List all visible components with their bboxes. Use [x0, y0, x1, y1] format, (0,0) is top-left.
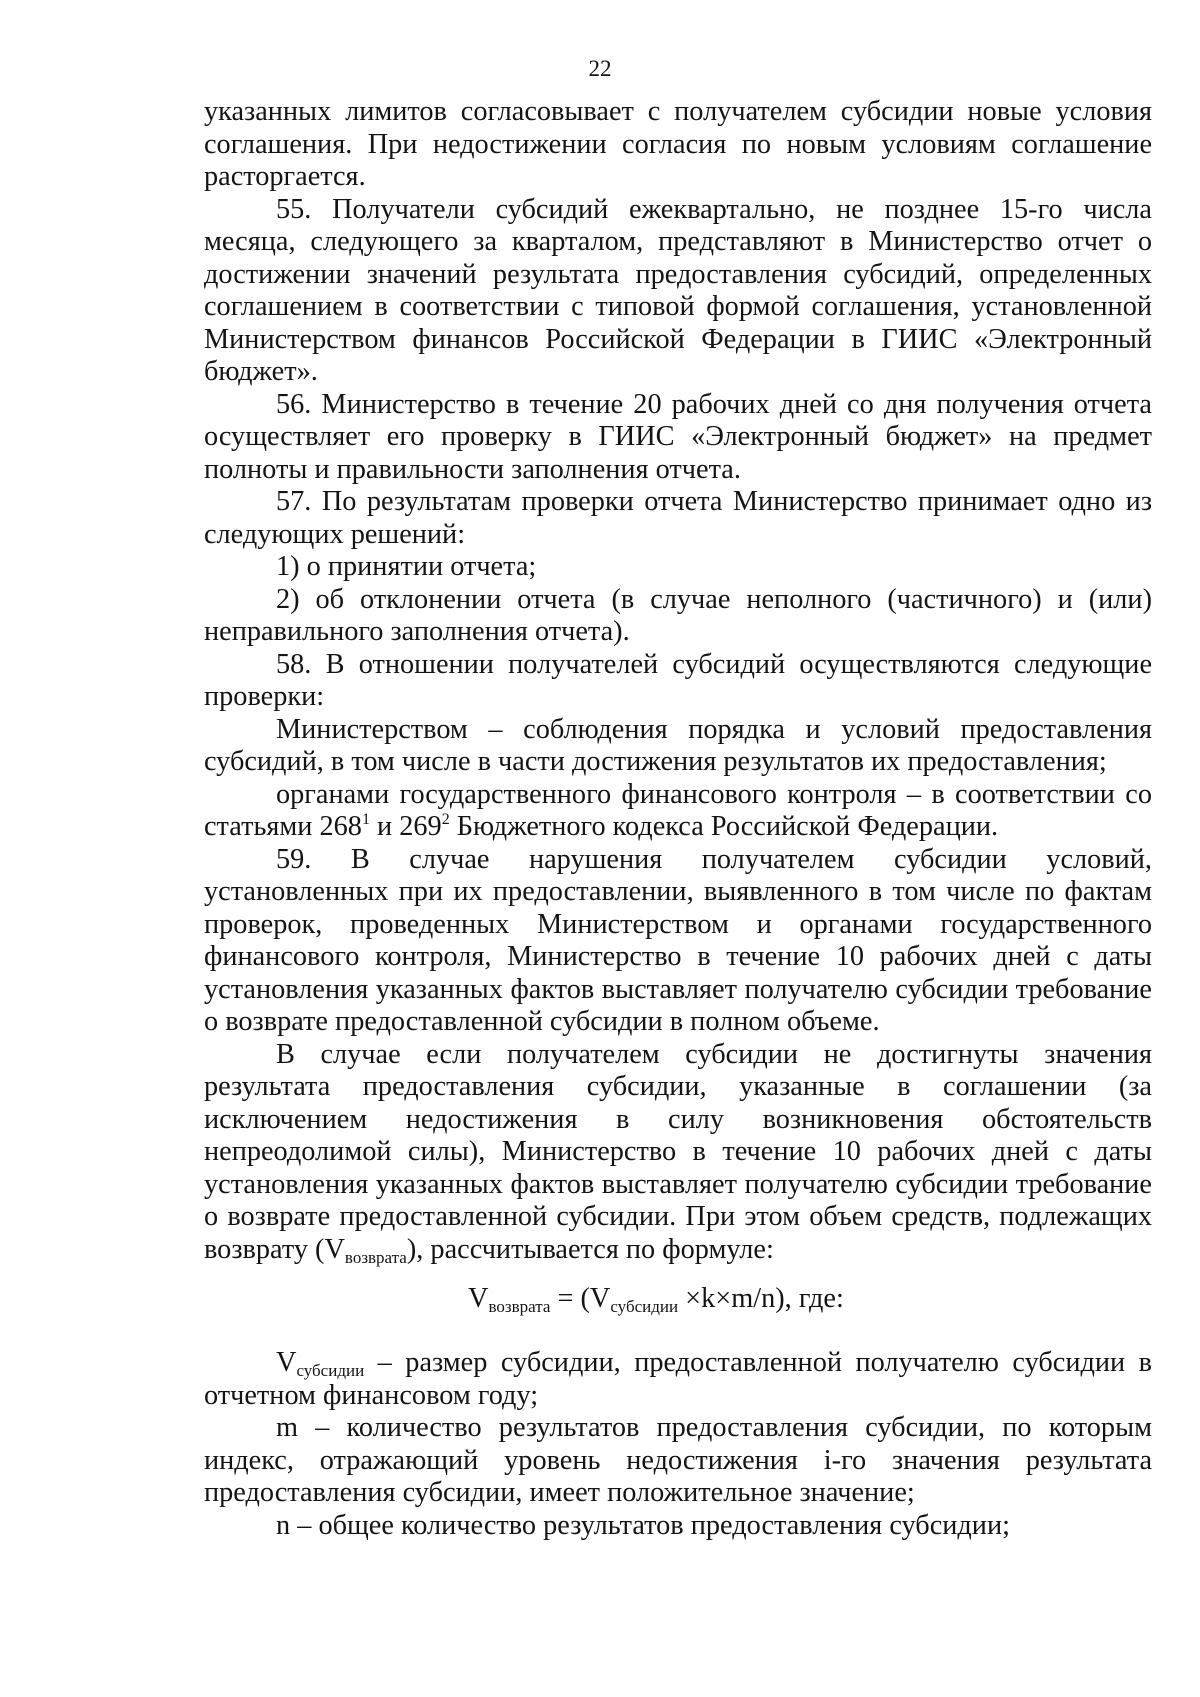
formula-symbol: = (V	[550, 1283, 611, 1314]
return-formula	[276, 1266, 844, 1331]
paragraph-59: установленных при их предоставлении, выявленного в том числе по фактам проверок, проведенных Министерством и органами государственного финансового контроля, Министерство в течение 10 рабочих дней с даты установления указанных фактов выставляет получателю субсидии требование о возврате предоставленной субсидии в полном объеме.	[204, 876, 1152, 1037]
subscript: возврата	[488, 1297, 551, 1316]
paragraph-57-item-1: 1) о принятии отчета;	[276, 551, 537, 582]
subscript: субсидии	[610, 1297, 679, 1316]
text-fragment: ), рассчитывается по формуле:	[406, 1233, 774, 1265]
definition-v-subsidy	[204, 1347, 1152, 1412]
formula-symbol: V	[468, 1283, 489, 1314]
paragraph-continuation: указанных лимитов согласовывает с получателем субсидии новые условия соглашения. При недостижении согласия по новым условиям соглашение расторгается.	[204, 96, 1152, 192]
paragraph-59-first-line: 59. В случае нарушения получателем субсидии условий,	[276, 843, 1152, 875]
text-fragment: Бюджетного кодекса Российской Федерации.	[449, 811, 999, 842]
definition-m: m – количество результатов предоставления субсидии, по которым индекс, отражающий уровень недостижения i-го значения результата предоставления субсидии, имеет положительное значение;	[204, 1412, 1152, 1508]
formula-symbol: V	[276, 1347, 297, 1378]
paragraph-58-control-bodies	[204, 779, 1152, 844]
paragraph-57: 57. По результатам проверки отчета Министерство принимает одно из следующих решений:	[204, 486, 1152, 550]
paragraph-58: 58. В отношении получателей субсидий осуществляются следующие проверки:	[204, 648, 1152, 712]
formula-symbol: ×k×m/n), где:	[678, 1283, 844, 1314]
paragraph-58-ministry: Министерством – соблюдения порядка и условий предоставления субсидий, в том числе в части достижения результатов их предоставления;	[204, 713, 1152, 777]
paragraph-57-item-2: 2) об отклонении отчета (в случае неполного (частичного) и (или) неправильного заполнения отчета).	[204, 583, 1152, 647]
paragraph-55: 55. Получатели субсидий ежеквартально, не позднее 15-го числа месяца, следующего за кварталом, представляют в Министерство отчет о достижении значений результата предоставления субсидий, определенных соглашением в соответствии с типовой формой соглашения, установленной Министерством финансов Российской Федерации в ГИИС «Электронный бюджет».	[204, 193, 1152, 387]
paragraph-56: 56. Министерство в течение 20 рабочих дней со дня получения отчета осуществляет его проверку в ГИИС «Электронный бюджет» на предмет полноты и правильности заполнения отчета.	[204, 388, 1152, 485]
text-fragment: В случае если получателем субсидии не достигнуты значения результата предоставления субсидии, указанные в соглашении (за исключением недостижения в силу возникновения обстоятельств непреодолимой силы), Министерство в течение 10 рабочих дней с даты установления указанных фактов выставляет получателю субсидии требование о возврате предоставленной субсидии. При этом объем средств, подлежащих возврату (V	[204, 1038, 1152, 1265]
text-fragment: органами государственного финансового контроля – в соответствии со статьями 268	[204, 778, 1152, 842]
formula-row	[204, 1266, 1152, 1331]
text-fragment: и 269	[369, 811, 442, 842]
paragraph-59-return	[204, 1039, 1152, 1267]
superscript: 1	[361, 811, 370, 828]
subscript: возврата	[344, 1247, 407, 1267]
superscript: 2	[441, 811, 450, 828]
definition-n: n – общее количество результатов предоставления субсидии;	[276, 1509, 1010, 1541]
page-number: 22	[588, 56, 612, 81]
document-body	[204, 96, 1152, 1542]
subscript: субсидии	[296, 1361, 365, 1380]
text-fragment: – размер субсидии, предоставленной получателю субсидии в отчетном финансовом году;	[204, 1347, 1152, 1411]
